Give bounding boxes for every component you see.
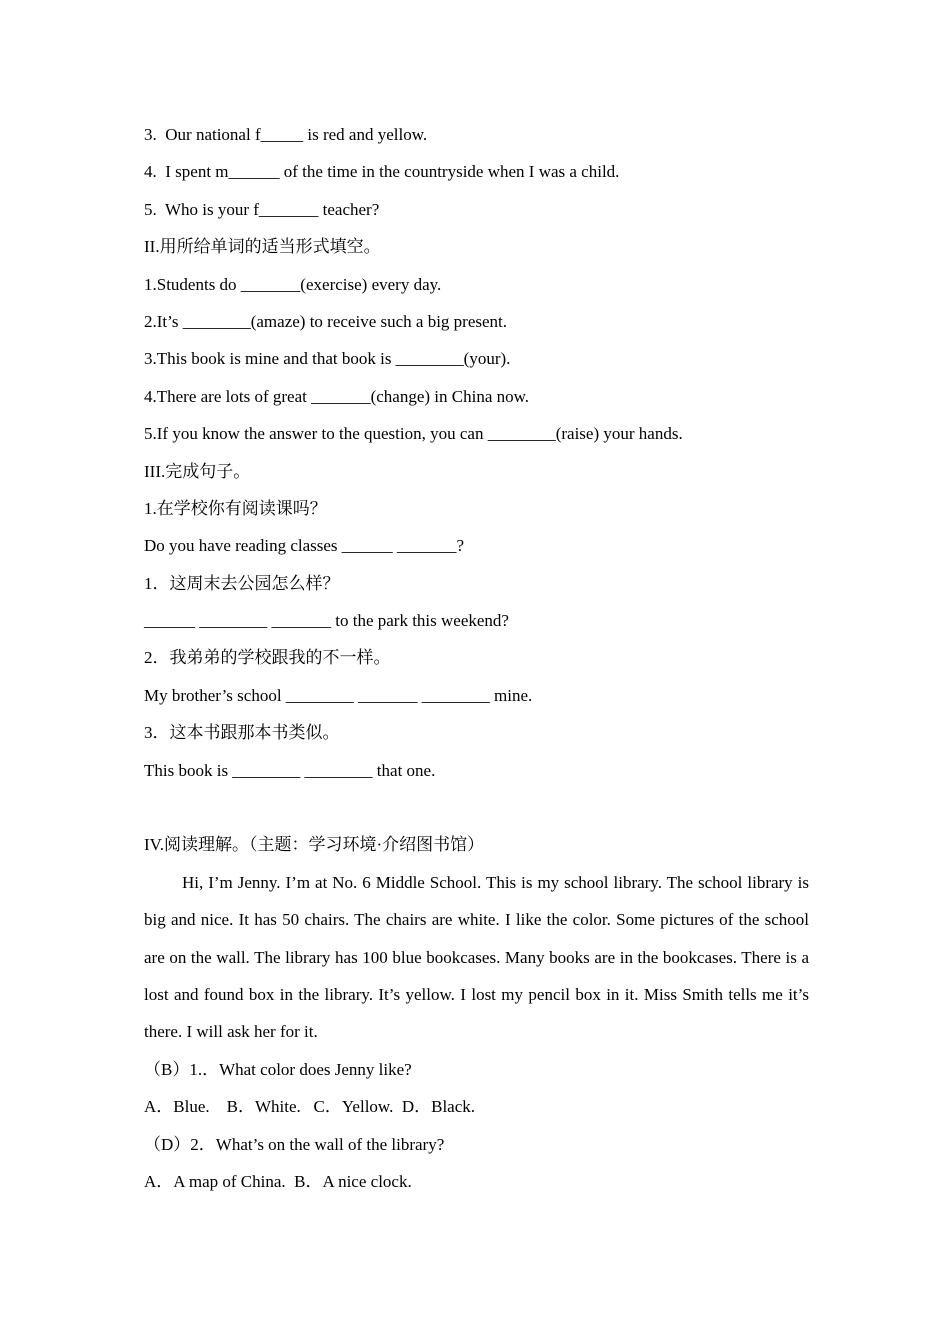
blank-line-spacer (144, 789, 809, 826)
worksheet-content (144, 116, 809, 1200)
word-form-question-5: 5.If you know the answer to the question, you can ________(raise) your hands. (144, 424, 683, 444)
sentence-prompt-1: 1.在学校你有阅读课吗？ (144, 498, 327, 518)
reading-question-1: （B）1.．What color does Jenny like? (144, 1059, 412, 1079)
sentence-prompt-4: 3．这本书跟那本书类似。 (144, 723, 340, 743)
sentence-blank-2: ______ ________ _______ to the park this weekend? (144, 611, 509, 631)
sentence-prompt-3: 2．我弟弟的学校跟我的不一样。 (144, 648, 391, 668)
word-form-question-4: 4.There are lots of great _______(change) in China now. (144, 386, 530, 406)
reading-question-1-options: A．Blue. B．White. C．Yellow. D．Black. (144, 1097, 476, 1117)
fill-in-question-4: 4. I spent m______ of the time in the countryside when I was a child. (144, 162, 620, 182)
word-form-question-1: 1.Students do _______(exercise) every day. (144, 274, 442, 294)
sentence-prompt-2: 1．这周末去公园怎么样？ (144, 573, 340, 593)
sentence-blank-4: This book is ________ ________ that one. (144, 760, 436, 780)
sentence-blank-3: My brother’s school ________ _______ ________ mine. (144, 685, 533, 705)
reading-question-2: （D）2．What’s on the wall of the library? (144, 1134, 445, 1154)
fill-in-question-5: 5. Who is your f_______ teacher? (144, 199, 380, 219)
word-form-question-2: 2.It’s ________(amaze) to receive such a big present. (144, 311, 508, 331)
reading-question-2-options: A．A map of China. B．A nice clock. (144, 1172, 412, 1192)
section-3-heading: III.完成句子。 (144, 461, 251, 481)
sentence-blank-1: Do you have reading classes ______ _______? (144, 536, 465, 556)
section-2-heading: II.用所给单词的适当形式填空。 (144, 237, 381, 257)
reading-passage: Hi, I’m Jenny. I’m at No. 6 Middle School. This is my school library. The school library is big and nice. It has 50 chairs. The chairs are white. I like the color. Some pictures of the school are on the wall. The library has 100 blue bookcases. Many books are in the bookcases. There is a lost and found box in the library. It’s yellow. I lost my pencil box in it. Miss Smith tells me it’s there. I will ask her for it. (144, 872, 809, 1042)
word-form-question-3: 3.This book is mine and that book is ________(your). (144, 349, 511, 369)
fill-in-question-3: 3. Our national f_____ is red and yellow. (144, 125, 428, 144)
section-4-heading: IV.阅读理解。（主题：学习环境·介绍图书馆） (144, 835, 485, 855)
